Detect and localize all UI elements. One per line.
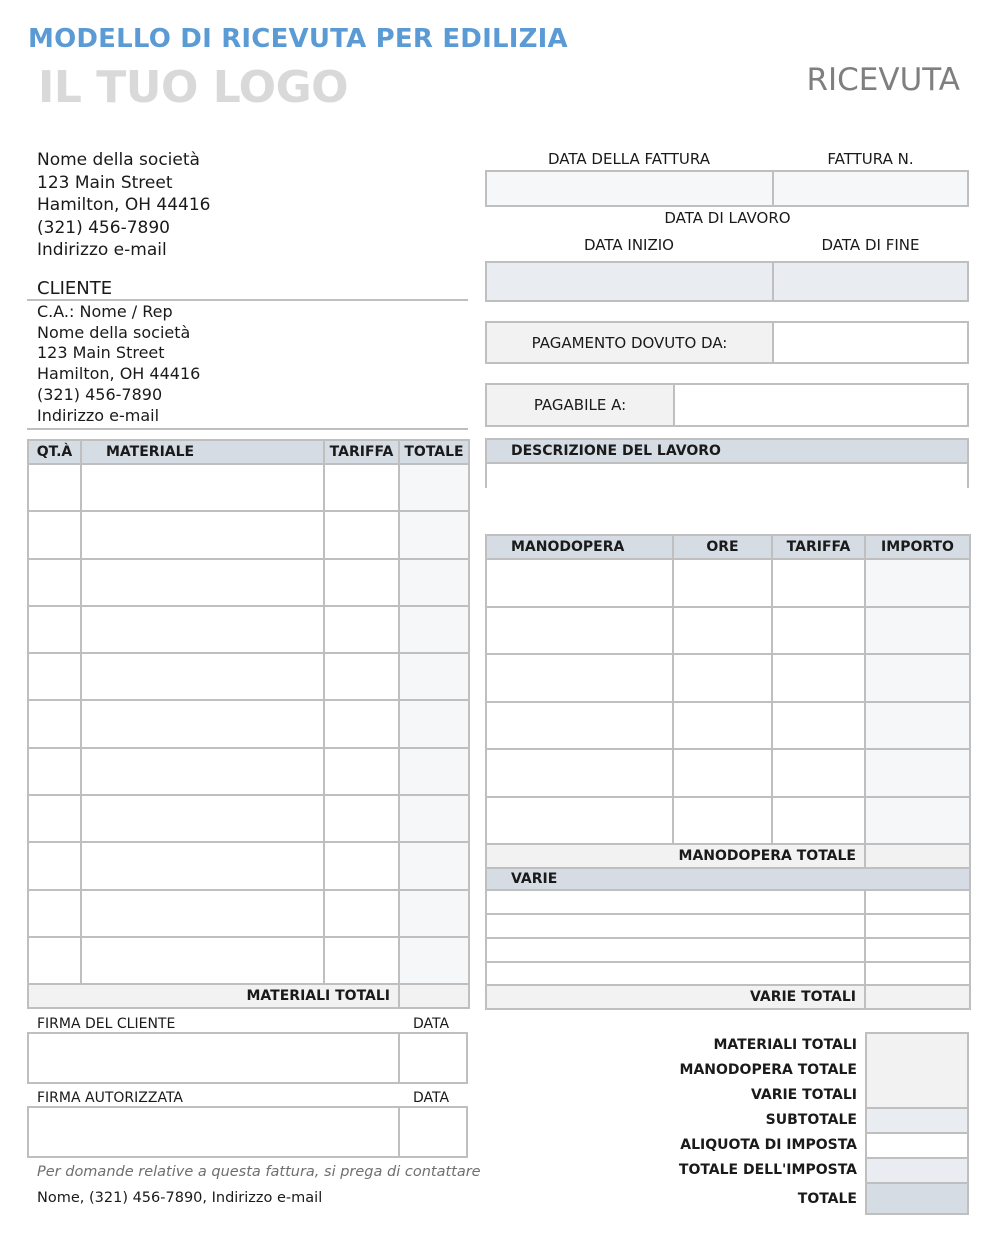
summary-label: SUBTOTALE bbox=[765, 1111, 857, 1128]
col-material: MATERIALE bbox=[81, 440, 324, 464]
total-cell bbox=[399, 890, 469, 937]
summary-section bbox=[485, 1032, 969, 1215]
total-cell bbox=[399, 559, 469, 606]
table-row bbox=[28, 464, 469, 511]
rate-cell[interactable] bbox=[324, 511, 399, 558]
table-row bbox=[28, 795, 469, 842]
document-type-label: RICEVUTA bbox=[806, 62, 960, 98]
authorized-signature-field[interactable] bbox=[29, 1108, 400, 1156]
hours-cell[interactable] bbox=[673, 749, 772, 797]
company-city[interactable]: Hamilton, OH 44416 bbox=[37, 195, 211, 216]
amount-cell bbox=[865, 559, 970, 607]
invoice-date-number-row bbox=[485, 170, 969, 207]
job-description-heading: DESCRIZIONE DEL LAVORO bbox=[487, 440, 967, 464]
client-signature-row bbox=[27, 1032, 468, 1084]
summary-misc-value bbox=[865, 1082, 969, 1107]
labor-total-row bbox=[486, 844, 970, 868]
invoice-date-field[interactable] bbox=[487, 172, 774, 205]
material-cell[interactable] bbox=[81, 606, 324, 653]
table-row bbox=[486, 797, 970, 845]
payable-to-label: PAGABILE A: bbox=[487, 385, 675, 425]
client-signature-date-field[interactable] bbox=[400, 1034, 466, 1082]
footer-note: Per domande relative a questa fattura, si prega di contattare bbox=[37, 1164, 481, 1180]
amount-cell bbox=[865, 607, 970, 655]
qty-cell[interactable] bbox=[28, 511, 81, 558]
misc-amount-cell[interactable] bbox=[865, 962, 970, 985]
summary-labor-value bbox=[865, 1057, 969, 1082]
company-name[interactable]: Nome della società bbox=[37, 150, 200, 170]
labor-total-label: MANODOPERA TOTALE bbox=[486, 844, 865, 868]
material-cell[interactable] bbox=[81, 795, 324, 842]
material-cell[interactable] bbox=[81, 559, 324, 606]
hours-cell[interactable] bbox=[673, 797, 772, 845]
summary-tax-total-value bbox=[865, 1157, 969, 1182]
rate-cell[interactable] bbox=[324, 842, 399, 889]
materials-header-row bbox=[28, 440, 469, 464]
table-row bbox=[28, 606, 469, 653]
col-labor: MANODOPERA bbox=[486, 535, 673, 559]
payment-due-row bbox=[485, 321, 969, 364]
summary-row-materials bbox=[485, 1032, 969, 1057]
material-cell[interactable] bbox=[81, 937, 324, 984]
start-date-label: DATA INIZIO bbox=[584, 236, 674, 254]
rate-cell[interactable] bbox=[772, 749, 865, 797]
rate-cell[interactable] bbox=[324, 748, 399, 795]
rate-cell[interactable] bbox=[324, 890, 399, 937]
qty-cell[interactable] bbox=[28, 653, 81, 700]
client-email[interactable]: Indirizzo e-mail bbox=[37, 405, 160, 425]
labor-total-value bbox=[865, 844, 970, 868]
summary-tax-rate-field[interactable] bbox=[865, 1132, 969, 1157]
table-row bbox=[28, 700, 469, 747]
table-row bbox=[28, 842, 469, 889]
company-email[interactable]: Indirizzo e-mail bbox=[37, 240, 167, 261]
summary-subtotal-value bbox=[865, 1107, 969, 1132]
table-row bbox=[486, 914, 970, 938]
table-row bbox=[28, 937, 469, 984]
rate-cell[interactable] bbox=[772, 607, 865, 655]
material-cell[interactable] bbox=[81, 890, 324, 937]
authorized-signature-date-field[interactable] bbox=[400, 1108, 466, 1156]
misc-desc-cell[interactable] bbox=[486, 962, 865, 985]
company-street[interactable]: 123 Main Street bbox=[37, 172, 173, 193]
summary-materials-value bbox=[865, 1032, 969, 1057]
rate-cell[interactable] bbox=[772, 654, 865, 702]
qty-cell[interactable] bbox=[28, 748, 81, 795]
table-row bbox=[486, 938, 970, 962]
amount-cell bbox=[865, 797, 970, 845]
client-bottom-divider bbox=[27, 428, 468, 430]
misc-amount-cell[interactable] bbox=[865, 914, 970, 938]
client-company-name[interactable]: Nome della società bbox=[37, 322, 191, 342]
payable-to-field[interactable] bbox=[675, 385, 967, 425]
hours-cell[interactable] bbox=[673, 607, 772, 655]
table-row bbox=[28, 511, 469, 558]
summary-label: ALIQUOTA DI IMPOSTA bbox=[680, 1136, 857, 1153]
client-attention[interactable]: C.A.: Nome / Rep bbox=[37, 302, 173, 321]
misc-amount-cell[interactable] bbox=[865, 890, 970, 914]
invoice-number-field[interactable] bbox=[774, 172, 967, 205]
misc-desc-cell[interactable] bbox=[486, 938, 865, 962]
job-description-section bbox=[485, 438, 969, 488]
table-row bbox=[28, 748, 469, 795]
rate-cell[interactable] bbox=[324, 606, 399, 653]
col-qty: QT.À bbox=[28, 440, 81, 464]
client-street[interactable]: 123 Main Street bbox=[37, 343, 165, 363]
summary-total-value bbox=[865, 1182, 969, 1215]
labor-cell[interactable] bbox=[486, 607, 673, 655]
authorized-signature-label: FIRMA AUTORIZZATA bbox=[37, 1090, 183, 1106]
qty-cell[interactable] bbox=[28, 464, 81, 511]
amount-cell bbox=[865, 654, 970, 702]
col-hours: ORE bbox=[673, 535, 772, 559]
rate-cell[interactable] bbox=[324, 559, 399, 606]
materials-total-label: MATERIALI TOTALI bbox=[28, 984, 399, 1008]
qty-cell[interactable] bbox=[28, 606, 81, 653]
invoice-number-label: FATTURA N. bbox=[827, 150, 914, 168]
end-date-field[interactable] bbox=[774, 263, 967, 300]
hours-cell[interactable] bbox=[673, 702, 772, 750]
rate-cell[interactable] bbox=[324, 937, 399, 984]
client-heading: CLIENTE bbox=[37, 278, 113, 299]
table-row bbox=[486, 559, 970, 607]
qty-cell[interactable] bbox=[28, 842, 81, 889]
materials-total-value bbox=[399, 984, 469, 1008]
col-total: TOTALE bbox=[399, 440, 469, 464]
qty-cell[interactable] bbox=[28, 890, 81, 937]
rate-cell[interactable] bbox=[324, 795, 399, 842]
materials-table bbox=[27, 439, 470, 1009]
qty-cell[interactable] bbox=[28, 937, 81, 984]
summary-label: MANODOPERA TOTALE bbox=[679, 1061, 857, 1078]
rate-cell[interactable] bbox=[324, 700, 399, 747]
job-description-field[interactable] bbox=[487, 464, 967, 488]
total-cell bbox=[399, 606, 469, 653]
labor-table bbox=[485, 534, 971, 1010]
client-divider bbox=[27, 299, 468, 301]
table-row bbox=[486, 890, 970, 914]
amount-cell bbox=[865, 749, 970, 797]
rate-cell[interactable] bbox=[772, 559, 865, 607]
payable-to-row bbox=[485, 383, 969, 427]
work-dates-label: DATA DI LAVORO bbox=[664, 209, 791, 227]
end-date-label: DATA DI FINE bbox=[821, 236, 920, 254]
table-row bbox=[28, 559, 469, 606]
col-labor-rate: TARIFFA bbox=[772, 535, 865, 559]
invoice-date-label: DATA DELLA FATTURA bbox=[548, 150, 710, 168]
company-phone[interactable]: (321) 456-7890 bbox=[37, 217, 170, 238]
authorized-signature-date-label: DATA bbox=[413, 1090, 450, 1106]
col-rate: TARIFFA bbox=[324, 440, 399, 464]
summary-label: VARIE TOTALI bbox=[750, 1086, 857, 1103]
total-cell bbox=[399, 464, 469, 511]
start-date-field[interactable] bbox=[487, 263, 774, 300]
authorized-signature-row bbox=[27, 1106, 468, 1158]
table-row bbox=[486, 962, 970, 985]
qty-cell[interactable] bbox=[28, 700, 81, 747]
rate-cell[interactable] bbox=[324, 464, 399, 511]
material-cell[interactable] bbox=[81, 653, 324, 700]
col-amount: IMPORTO bbox=[865, 535, 970, 559]
misc-desc-cell[interactable] bbox=[486, 914, 865, 938]
labor-cell[interactable] bbox=[486, 797, 673, 845]
total-cell bbox=[399, 653, 469, 700]
logo-placeholder: IL TUO LOGO bbox=[38, 62, 349, 113]
total-cell bbox=[399, 511, 469, 558]
qty-cell[interactable] bbox=[28, 559, 81, 606]
total-cell bbox=[399, 937, 469, 984]
summary-row-tax-rate bbox=[485, 1132, 969, 1157]
misc-total-row bbox=[486, 985, 970, 1009]
footer-contact: Nome, (321) 456-7890, Indirizzo e-mail bbox=[37, 1190, 323, 1206]
summary-row-subtotal bbox=[485, 1107, 969, 1132]
client-info bbox=[37, 302, 200, 426]
total-cell bbox=[399, 700, 469, 747]
labor-cell[interactable] bbox=[486, 749, 673, 797]
client-city[interactable]: Hamilton, OH 44416 bbox=[37, 364, 201, 384]
page-title: MODELLO DI RICEVUTA PER EDILIZIA bbox=[28, 24, 568, 54]
total-cell bbox=[399, 842, 469, 889]
summary-label: MATERIALI TOTALI bbox=[713, 1036, 857, 1053]
work-dates-row bbox=[485, 261, 969, 302]
labor-cell[interactable] bbox=[486, 702, 673, 750]
material-cell[interactable] bbox=[81, 700, 324, 747]
summary-row-tax-total bbox=[485, 1157, 969, 1182]
labor-cell[interactable] bbox=[486, 654, 673, 702]
table-row bbox=[486, 702, 970, 750]
summary-row-total bbox=[485, 1182, 969, 1215]
materials-total-row bbox=[28, 984, 469, 1008]
rate-cell[interactable] bbox=[772, 702, 865, 750]
hours-cell[interactable] bbox=[673, 654, 772, 702]
labor-cell[interactable] bbox=[486, 559, 673, 607]
misc-desc-cell[interactable] bbox=[486, 890, 865, 914]
material-cell[interactable] bbox=[81, 842, 324, 889]
misc-header-row bbox=[486, 868, 970, 890]
hours-cell[interactable] bbox=[673, 559, 772, 607]
payment-due-label: PAGAMENTO DOVUTO DA: bbox=[487, 323, 774, 362]
client-signature-date-label: DATA bbox=[413, 1016, 450, 1032]
table-row bbox=[486, 607, 970, 655]
client-signature-label: FIRMA DEL CLIENTE bbox=[37, 1016, 176, 1032]
client-phone[interactable]: (321) 456-7890 bbox=[37, 384, 163, 404]
material-cell[interactable] bbox=[81, 464, 324, 511]
company-info bbox=[37, 149, 211, 262]
misc-amount-cell[interactable] bbox=[865, 938, 970, 962]
qty-cell[interactable] bbox=[28, 795, 81, 842]
client-signature-field[interactable] bbox=[29, 1034, 400, 1082]
table-row bbox=[486, 749, 970, 797]
labor-header-row bbox=[486, 535, 970, 559]
total-cell bbox=[399, 795, 469, 842]
misc-total-label: VARIE TOTALI bbox=[486, 985, 865, 1009]
amount-cell bbox=[865, 702, 970, 750]
table-row bbox=[28, 890, 469, 937]
summary-row-labor bbox=[485, 1057, 969, 1082]
summary-row-misc bbox=[485, 1082, 969, 1107]
misc-heading: VARIE bbox=[486, 868, 970, 890]
summary-label: TOTALE DELL'IMPOSTA bbox=[678, 1161, 857, 1178]
misc-total-value bbox=[865, 985, 970, 1009]
table-row bbox=[28, 653, 469, 700]
rate-cell[interactable] bbox=[324, 653, 399, 700]
material-cell[interactable] bbox=[81, 511, 324, 558]
payment-due-field[interactable] bbox=[774, 323, 967, 362]
summary-label: TOTALE bbox=[797, 1190, 857, 1207]
table-row bbox=[486, 654, 970, 702]
total-cell bbox=[399, 748, 469, 795]
rate-cell[interactable] bbox=[772, 797, 865, 845]
material-cell[interactable] bbox=[81, 748, 324, 795]
